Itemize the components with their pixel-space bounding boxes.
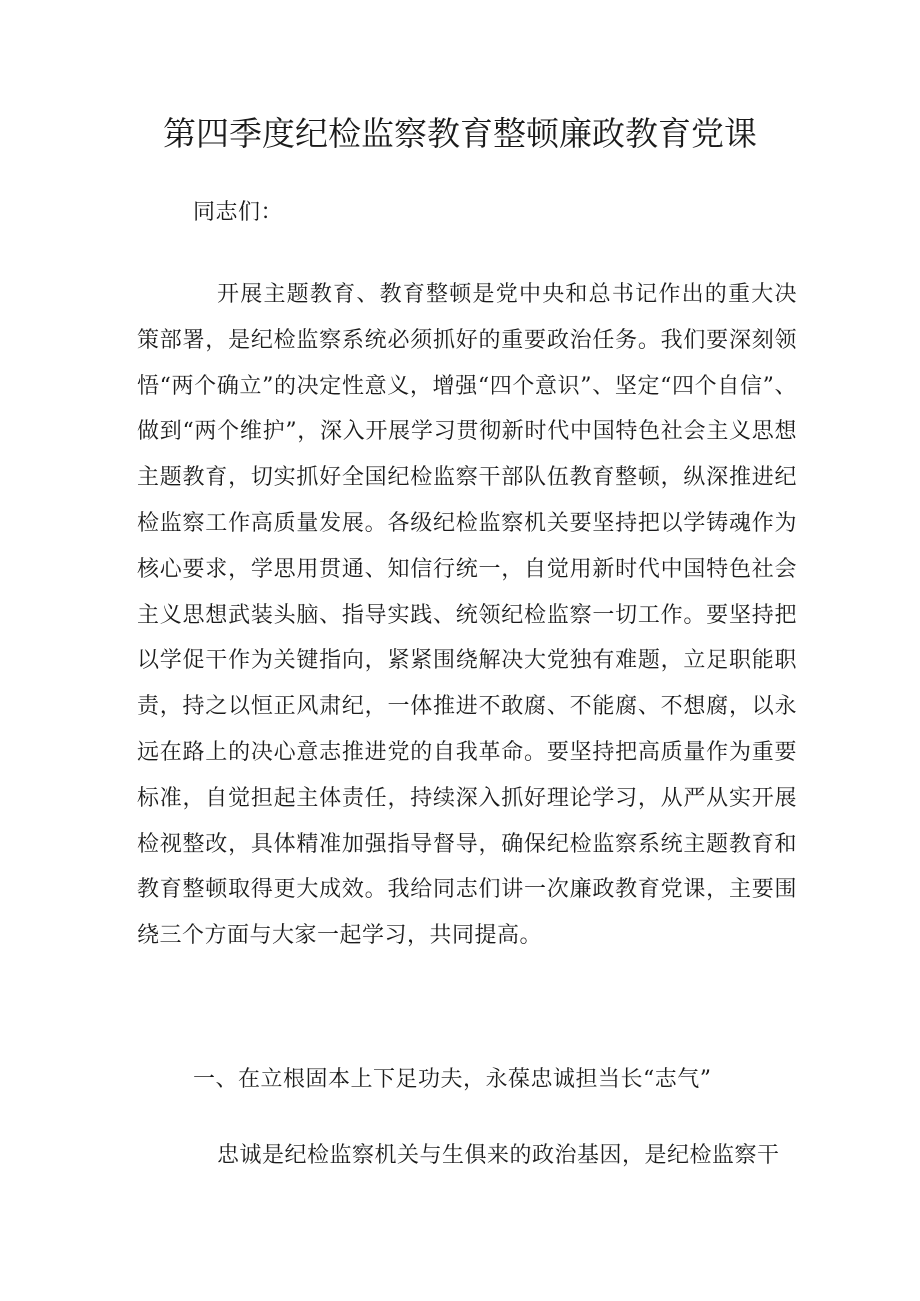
greeting: 同志们： xyxy=(193,200,284,225)
section-heading-1: 一、在立根固本上下足功夫，永葆忠诚担当长“志气” xyxy=(193,1067,712,1092)
paragraph-section-1: 忠诚是纪检监察机关与生俱来的政治基因，是纪检监察干 xyxy=(217,1143,780,1168)
paragraph-intro: 开展主题教育、教育整顿是党中央和总书记作出的重大决策部署，是纪检监察系统必须抓好的重要政治任务。我们要深刻领悟“两个确立”的决定性意义，增强“四个意识”、坚定“四个自信”、做到“两个维护”，深入开展学习贯彻新时代中国特色社会主义思想主题教育，切实抓好全国纪检监察干部队伍教育整顿，纵深推进纪检监察工作高质量发展。各级纪检监察机关要坚持把以学铸魂作为核心要求，学思用贯通、知信行统一，自觉用新时代中国特色社会主义思想武装头脑、指导实践、统领纪检监察一切工作。要坚持把以学促干作为关键指向，紧紧围绕解决大党独有难题，立足职能职责，持之以恒正风肃纪，一体推进不敢腐、不能腐、不想腐，以永远在路上的决心意志推进党的自我革命。要坚持把高质量作为重要标准，自觉担起主体责任，持续深入抓好理论学习，从严从实开展检视整改，具体精准加强指导督导，确保纪检监察系统主题教育和教育整顿取得更大成效。我给同志们讲一次廉政教育党课，主要围绕三个方面与大家一起学习，共同提高。 xyxy=(137,282,797,949)
document-title: 第四季度纪检监察教育整顿廉政教育党课 xyxy=(163,114,757,153)
